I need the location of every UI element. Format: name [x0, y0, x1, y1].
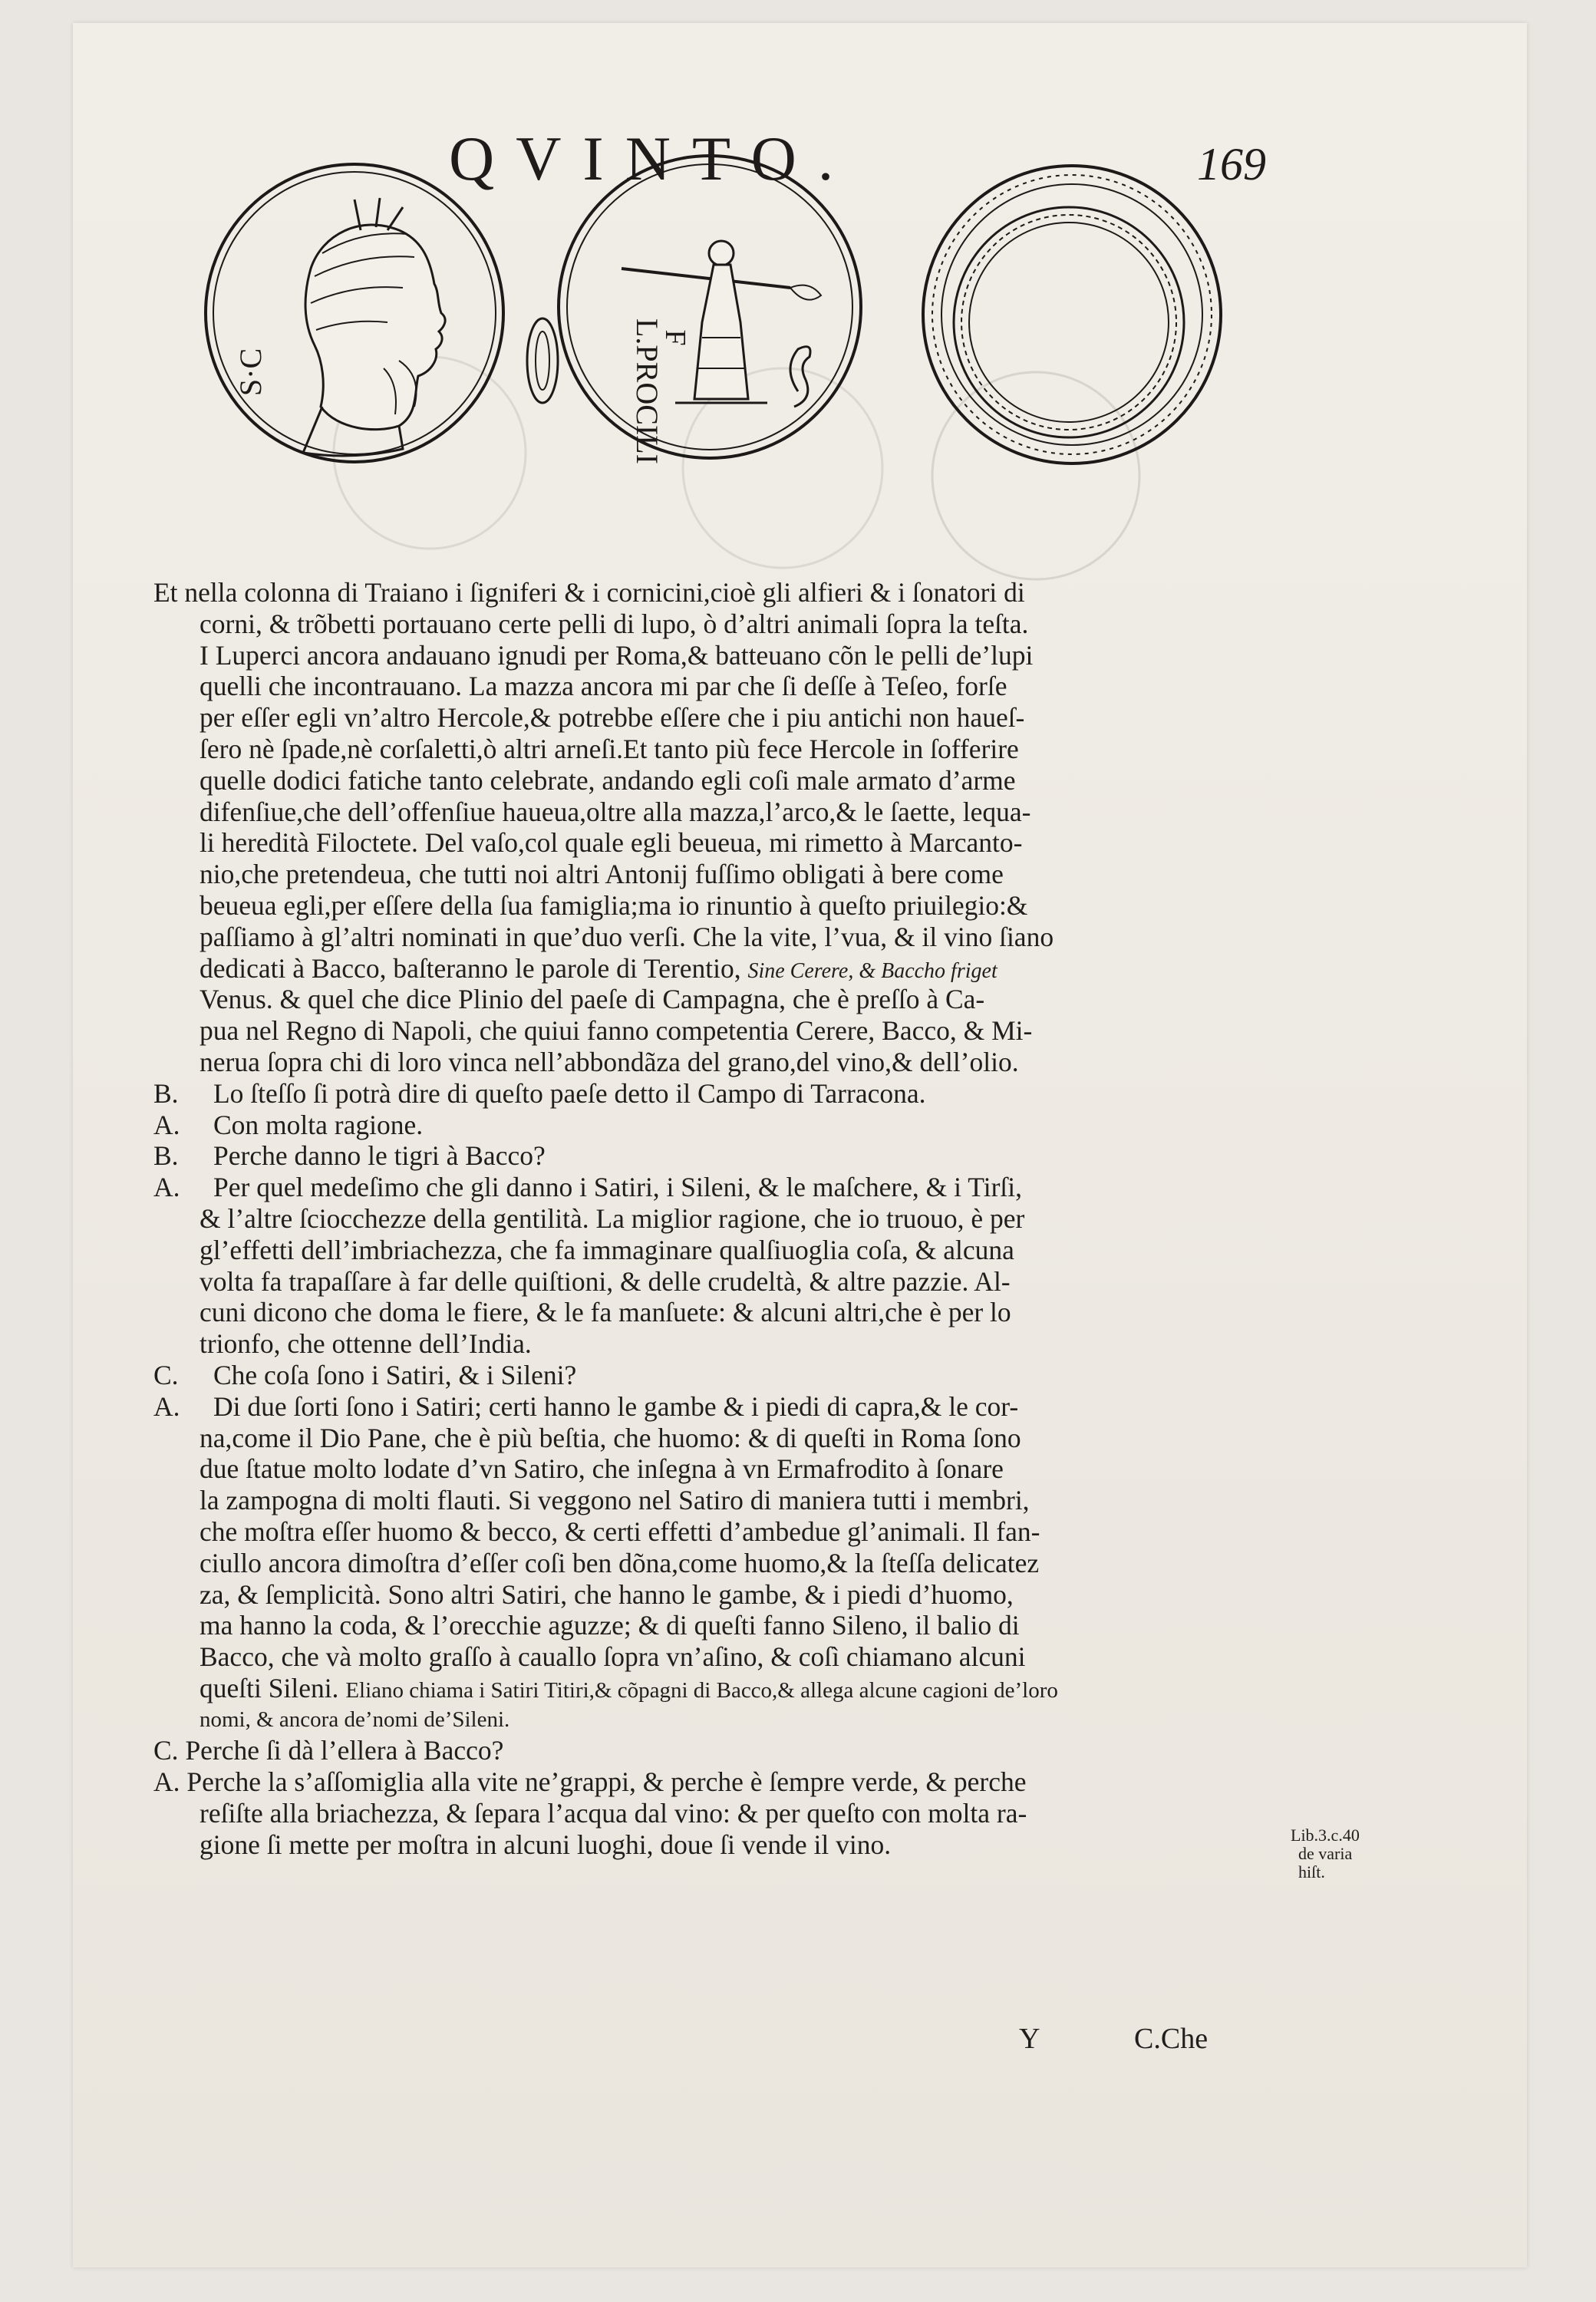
text-line: ſero nè ſpade,nè corſaletti,ò altri arneſi.Et tanto più fece Hercole in ſofferire	[200, 733, 1019, 764]
text-line: gl’effetti dell’imbriachezza, che fa immaginare qualſiuoglia coſa, & alcuna	[200, 1234, 1014, 1265]
margin-note-line: hiſt.	[1298, 1862, 1325, 1882]
coin-obverse	[206, 164, 503, 462]
head-portrait-icon	[303, 198, 445, 456]
speaker-label: C.	[153, 1735, 179, 1766]
margin-note	[1291, 1826, 1360, 1882]
show-through-circle	[932, 372, 1139, 579]
text-line: pua nel Regno di Napoli, che quiui fanno competentia Cerere, Bacco, & Mi-	[200, 1015, 1033, 1047]
dialogue-line	[153, 1391, 1366, 1423]
text-line: nomi, & ancora de’nomi de’Sileni.	[200, 1707, 510, 1732]
speaker-label: B.	[153, 1140, 179, 1172]
text-span: queſti Sileni.	[200, 1672, 339, 1703]
text-line: corni, & trõbetti portauano certe pelli di lupo, ò d’altri animali ſopra la teſta.	[200, 608, 1029, 639]
dialogue-text: Di due ſorti ſono i Satiri; certi hanno le gambe & i piedi di capra,& le cor-	[213, 1390, 1019, 1422]
dialogue-text: Perche danno le tigri à Bacco?	[213, 1140, 546, 1172]
text-line: paſſiamo à gl’altri nominati in que’duo verſi. Che la vite, l’vua, & il vino ſiano	[200, 921, 1054, 952]
dialogue-text: Che coſa ſono i Satiri, & i Sileni?	[213, 1359, 577, 1390]
speaker-label: A.	[153, 1109, 180, 1140]
catchword: C.Che	[1134, 2023, 1209, 2055]
dialogue-line	[153, 1078, 1366, 1110]
speaker-label: A.	[153, 1766, 180, 1798]
latin-quote: Sine Cerere, & Baccho friget	[747, 958, 998, 983]
text-line: & l’altre ſciocchezze della gentilità. La miglior ragione, che io truouo, è per	[200, 1202, 1025, 1234]
coin-legend-f: F	[659, 329, 691, 346]
text-line: na,come il Dio Pane, che è più beſtia, che huomo: & di queſti in Roma ſono	[200, 1422, 1021, 1453]
dialogue-line	[153, 1140, 1366, 1172]
dialogue-line	[153, 1735, 1366, 1766]
text-line: za, & ſemplicità. Sono altri Satiri, che hanno le gambe, & i piedi d’huomo,	[200, 1578, 1014, 1610]
text-line	[153, 953, 1366, 984]
text-line: li heredità Filoctete. Del vaſo,col quale egli beueua, mi rimetto à Marcanto-	[200, 827, 1023, 859]
coin-illustrations	[0, 0, 1596, 599]
text-line: nio,che pretendeua, che tutti noi altri Antonij fuſſimo obligati à bere come	[200, 859, 1004, 890]
text-line: difenſiue,che dell’offenſiue haueua,oltre alla mazza,l’arco,& le ſaette, lequa-	[200, 796, 1031, 827]
text-line: trionfo, che ottenne dell’India.	[200, 1328, 532, 1360]
text-line: due ſtatue molto lodate d’vn Satiro, che inſegna à vn Ermafrodito à ſonare	[200, 1453, 1004, 1485]
dialogue-text: Perche ſi dà l’ellera à Bacco?	[185, 1735, 504, 1766]
text-line	[153, 1673, 1366, 1704]
text-line: ma hanno la coda, & l’orecchie aguzze; & di queſti fanno Sileno, il balio di	[200, 1610, 1020, 1641]
text-line: beueua egli,per eſſere della ſua famiglia;ma io rinuntio à queſto priuilegio:&	[200, 889, 1028, 921]
margin-note-line: Lib.3.c.40	[1291, 1825, 1360, 1845]
dialogue-line	[153, 1172, 1366, 1203]
dialogue-text: Per quel medeſimo che gli danno i Satiri, i Sileni, & le maſchere, & i Tirſi,	[213, 1172, 1022, 1203]
text-line: Et nella colonna di Traiano i ſigniferi & i cornicini,cioè gli alfieri & i ſonatori di	[153, 577, 1025, 608]
coin-legend-procili: L.PROCILI	[630, 318, 664, 464]
text-line: volta fa trapaſſare à far delle quiſtioni, & delle crudeltà, & altre pazzie. Al-	[200, 1265, 1011, 1297]
page-title: QVINTO.	[449, 124, 856, 193]
text-line: la zampogna di molti flauti. Si veggono nel Satiro di maniera tutti i membri,	[200, 1485, 1030, 1516]
signature-mark: Y	[1019, 2023, 1040, 2055]
text-line: reſiſte alla briachezza, & ſepara l’acqua dal vino: & per queſto con molta ra-	[200, 1798, 1027, 1829]
small-text: Eliano chiama i Satiri Titiri,& cõpagni di Bacco,& allega alcune cagioni de’loro	[345, 1677, 1058, 1703]
text-span: dedicati à Bacco, baſteranno le parole di Terentio,	[200, 952, 741, 984]
coin-reverse	[559, 156, 861, 464]
text-line: Bacco, che và molto graſſo à cauallo ſopra vn’aſino, & coſì chiamano alcuni	[200, 1641, 1026, 1673]
dialogue-line	[153, 1110, 1366, 1141]
text-line: quelle dodici fatiche tanto celebrate, andando egli coſi male armato d’arme	[200, 764, 1016, 796]
speaker-label: C.	[153, 1359, 179, 1390]
coin-rim	[923, 166, 1221, 463]
text-line: per eſſer egli vn’altro Hercole,& potrebbe eſſere che i piu antichi non haueſ-	[200, 702, 1025, 734]
coin-legend-sc: S·C	[233, 348, 268, 397]
coin-edge-connector	[527, 318, 558, 403]
dialogue-line	[153, 1766, 1366, 1798]
text-line: cuni dicono che doma le fiere, & le fa manſuete: & alcuni altri,che è per lo	[200, 1297, 1011, 1328]
dialogue-text: Lo ſteſſo ſi potrà dire di queſto paeſe detto il Campo di Tarracona.	[213, 1077, 926, 1109]
text-line: ciullo ancora dimoſtra d’eſſer coſi ben dõna,come huomo,& la ſteſſa delicatez	[200, 1547, 1040, 1578]
text-line: nerua ſopra chi di loro vinca nell’abbondãza del grano,del vino,& dell’olio.	[200, 1046, 1019, 1077]
main-text	[153, 577, 1366, 1861]
dialogue-line	[153, 1360, 1366, 1391]
page-number: 169	[1197, 139, 1266, 190]
dialogue-text: Con molta ragione.	[213, 1109, 424, 1140]
text-line: che moſtra eſſer huomo & becco, & certi effetti d’ambedue gl’animali. Il fan-	[200, 1515, 1040, 1547]
speaker-label: B.	[153, 1077, 179, 1109]
text-line: I Luperci ancora andauano ignudi per Roma,& batteuano cõn le pelli de’lupi	[200, 639, 1034, 671]
margin-note-line: de varia	[1298, 1844, 1353, 1863]
speaker-label: A.	[153, 1390, 180, 1422]
speaker-label: A.	[153, 1172, 180, 1203]
text-line: Venus. & quel che dice Plinio del paeſe di Campagna, che è preſſo à Ca-	[200, 984, 985, 1015]
text-line: gione ſi mette per moſtra in alcuni luoghi, doue ſi vende il vino.	[200, 1829, 892, 1860]
text-line: quelli che incontrauano. La mazza ancora mi par che ſi deſſe à Teſeo, forſe	[200, 671, 1007, 702]
dialogue-text: Perche la s’aſſomiglia alla vite ne’grappi, & perche è ſempre verde, & perche	[186, 1766, 1027, 1798]
